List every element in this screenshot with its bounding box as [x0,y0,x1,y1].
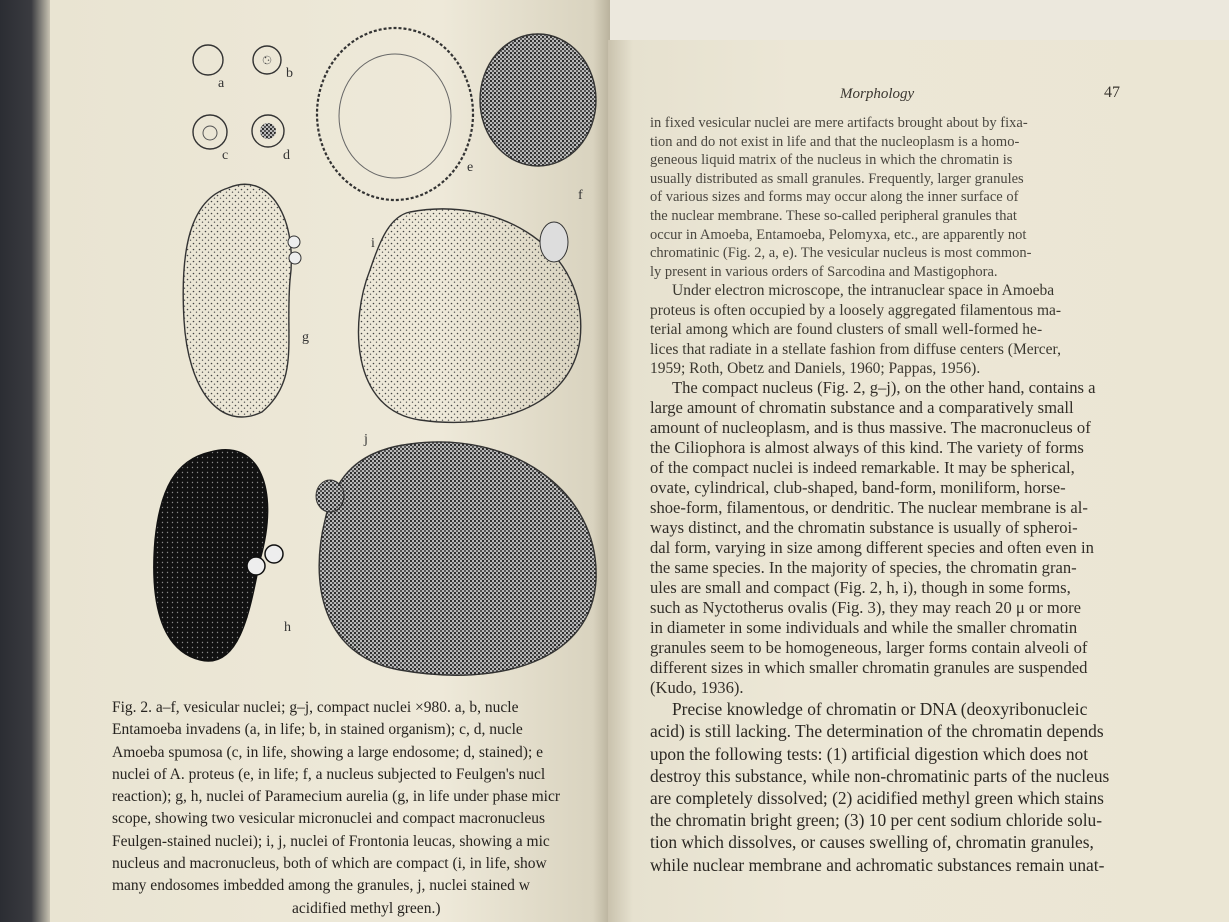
text-line: granules seem to be homogeneous, larger forms contain alveoli of [650,638,1088,658]
text-line: of various sizes and forms may occur along the inner surface of [650,189,1019,206]
text-line: different sizes in which smaller chromatin granules are suspended [650,658,1088,678]
figure-2-drawings [150,20,610,690]
nucleus-c [193,115,227,149]
text-line: in fixed vesicular nuclei are mere artifacts brought about by fixa- [650,115,1028,131]
text-line: tion and do not exist in life and that the nucleoplasm is a homo- [650,133,1020,150]
figure-label-c: c [222,148,229,163]
figure-label-a: a [218,76,225,91]
text-line: dal form, varying in size among different species and often even in [650,538,1094,558]
text-line: large amount of chromatin substance and a comparatively small [650,398,1074,418]
paragraph-4 [650,698,1165,876]
figure-label-h: h [284,620,291,635]
nucleus-f [480,34,596,166]
text-line: the Ciliophora is almost always of this kind. The variety of forms [650,438,1084,458]
text-line: are completely dissolved; (2) acidified methyl green which stains [650,788,1104,809]
text-line: tion which dissolves, or causes swelling of, chromatin granules, [650,832,1094,853]
text-line: the chromatin bright green; (3) 10 per cent sodium chloride solu- [650,810,1103,831]
caption-line: reaction); g, h, nuclei of Paramecium aurelia (g, in life under phase micr [112,788,561,806]
nucleus-a [193,45,223,75]
text-line: the same species. In the majority of species, the chromatin gran- [650,558,1077,578]
text-line: terial among which are found clusters of small well-formed he- [650,321,1043,339]
figure-label-d: d [283,148,290,163]
nucleus-j [319,442,596,675]
caption-line: nuclei of A. proteus (e, in life; f, a nucleus subjected to Feulgen's nucl [112,765,546,783]
book-cover-edge [0,0,52,922]
text-line: proteus is often occupied by a loosely aggregated filamentous ma- [650,301,1062,319]
text-line: destroy this substance, while non-chromatinic parts of the nucleus [650,765,1110,786]
caption-line: scope, showing two vesicular micronuclei and compact macronucleus [112,810,546,828]
text-line: lices that radiate in a stellate fashion from diffuse centers (Mercer, [650,340,1061,358]
caption-line: Fig. 2. a–f, vesicular nuclei; g–j, compact nuclei ×980. a, b, nucle [112,699,519,716]
figure-label-i: i [371,236,375,251]
caption-line: nucleus and macronucleus, both of which are compact (i, in life, show [112,855,547,873]
text-line: acid) is still lacking. The determination of the chromatin depends [650,721,1104,742]
text-line: the nuclear membrane. These so-called peripheral granules that [650,207,1017,224]
caption-line: many endosomes imbedded among the granules, j, nuclei stained w [112,877,530,895]
text-line: amount of nucleoplasm, and is thus massive. The macronucleus of [650,418,1091,438]
text-line: in diameter in some individuals and while the smaller chromatin [650,618,1078,638]
text-line: geneous liquid matrix of the nucleus in which the chromatin is [650,152,1013,169]
figure-label-e: e [467,160,474,175]
text-line: (Kudo, 1936). [650,678,744,698]
text-line: upon the following tests: (1) artificial digestion which does not [650,743,1089,764]
figure-label-b: b [286,66,293,81]
figure-label-f: f [578,188,583,203]
text-line: Precise knowledge of chromatin or DNA (deoxyribonucleic [672,699,1088,720]
figure-caption [112,697,600,920]
page-number: 47 [1104,84,1120,101]
text-line: while nuclear membrane and achromatic substances remain unat- [650,854,1105,875]
text-line: ly present in various orders of Sarcodina and Mastigophora. [650,263,998,280]
text-line: occur in Amoeba, Entamoeba, Pelomyxa, etc., are apparently not [650,226,1027,243]
text-line: Under electron microscope, the intranuclear space in Amoeba [672,282,1055,300]
paragraph-2 [650,281,1165,378]
caption-line: acidified methyl green.) [292,899,441,917]
figure-label-j: j [364,432,368,447]
text-line: ovate, cylindrical, club-shaped, band-form, moniliform, horse- [650,478,1066,498]
page-header [840,86,1120,110]
text-line: such as Nyctotherus ovalis (Fig. 3), they may reach 20 μ or more [650,598,1082,618]
text-line: shoe-form, filamentous, or dendritic. The nuclear membrane is al- [650,498,1088,518]
paragraph-1 [650,114,1165,281]
nucleus-g [183,184,291,417]
caption-line: Entamoeba invadens (a, in life; b, in stained organism); c, d, nucle [112,721,523,739]
text-line: 1959; Roth, Obetz and Daniels, 1960; Pappas, 1956). [650,359,981,377]
figure-label-g: g [302,330,309,345]
text-line: ways distinct, and the chromatin substance is usually of spheroi- [650,518,1078,538]
text-line: The compact nucleus (Fig. 2, g–j), on the other hand, contains a [672,378,1096,398]
text-line: ules are small and compact (Fig. 2, h, i), though in some forms, [650,578,1071,598]
text-line: usually distributed as small granules. Frequently, larger granules [650,170,1024,187]
caption-line: Amoeba spumosa (c, in life, showing a large endosome; d, stained); e [112,743,544,761]
text-line: of the compact nuclei is indeed remarkable. It may be spherical, [650,458,1075,478]
running-head: Morphology [840,86,915,102]
caption-line: Feulgen-stained nuclei); i, j, nuclei of Frontonia leucas, showing a mic [112,832,550,850]
body-text [650,114,1165,876]
text-line: chromatinic (Fig. 2, a, e). The vesicular nucleus is most common- [650,245,1032,262]
nucleus-h [154,450,268,661]
paragraph-3 [650,378,1165,698]
